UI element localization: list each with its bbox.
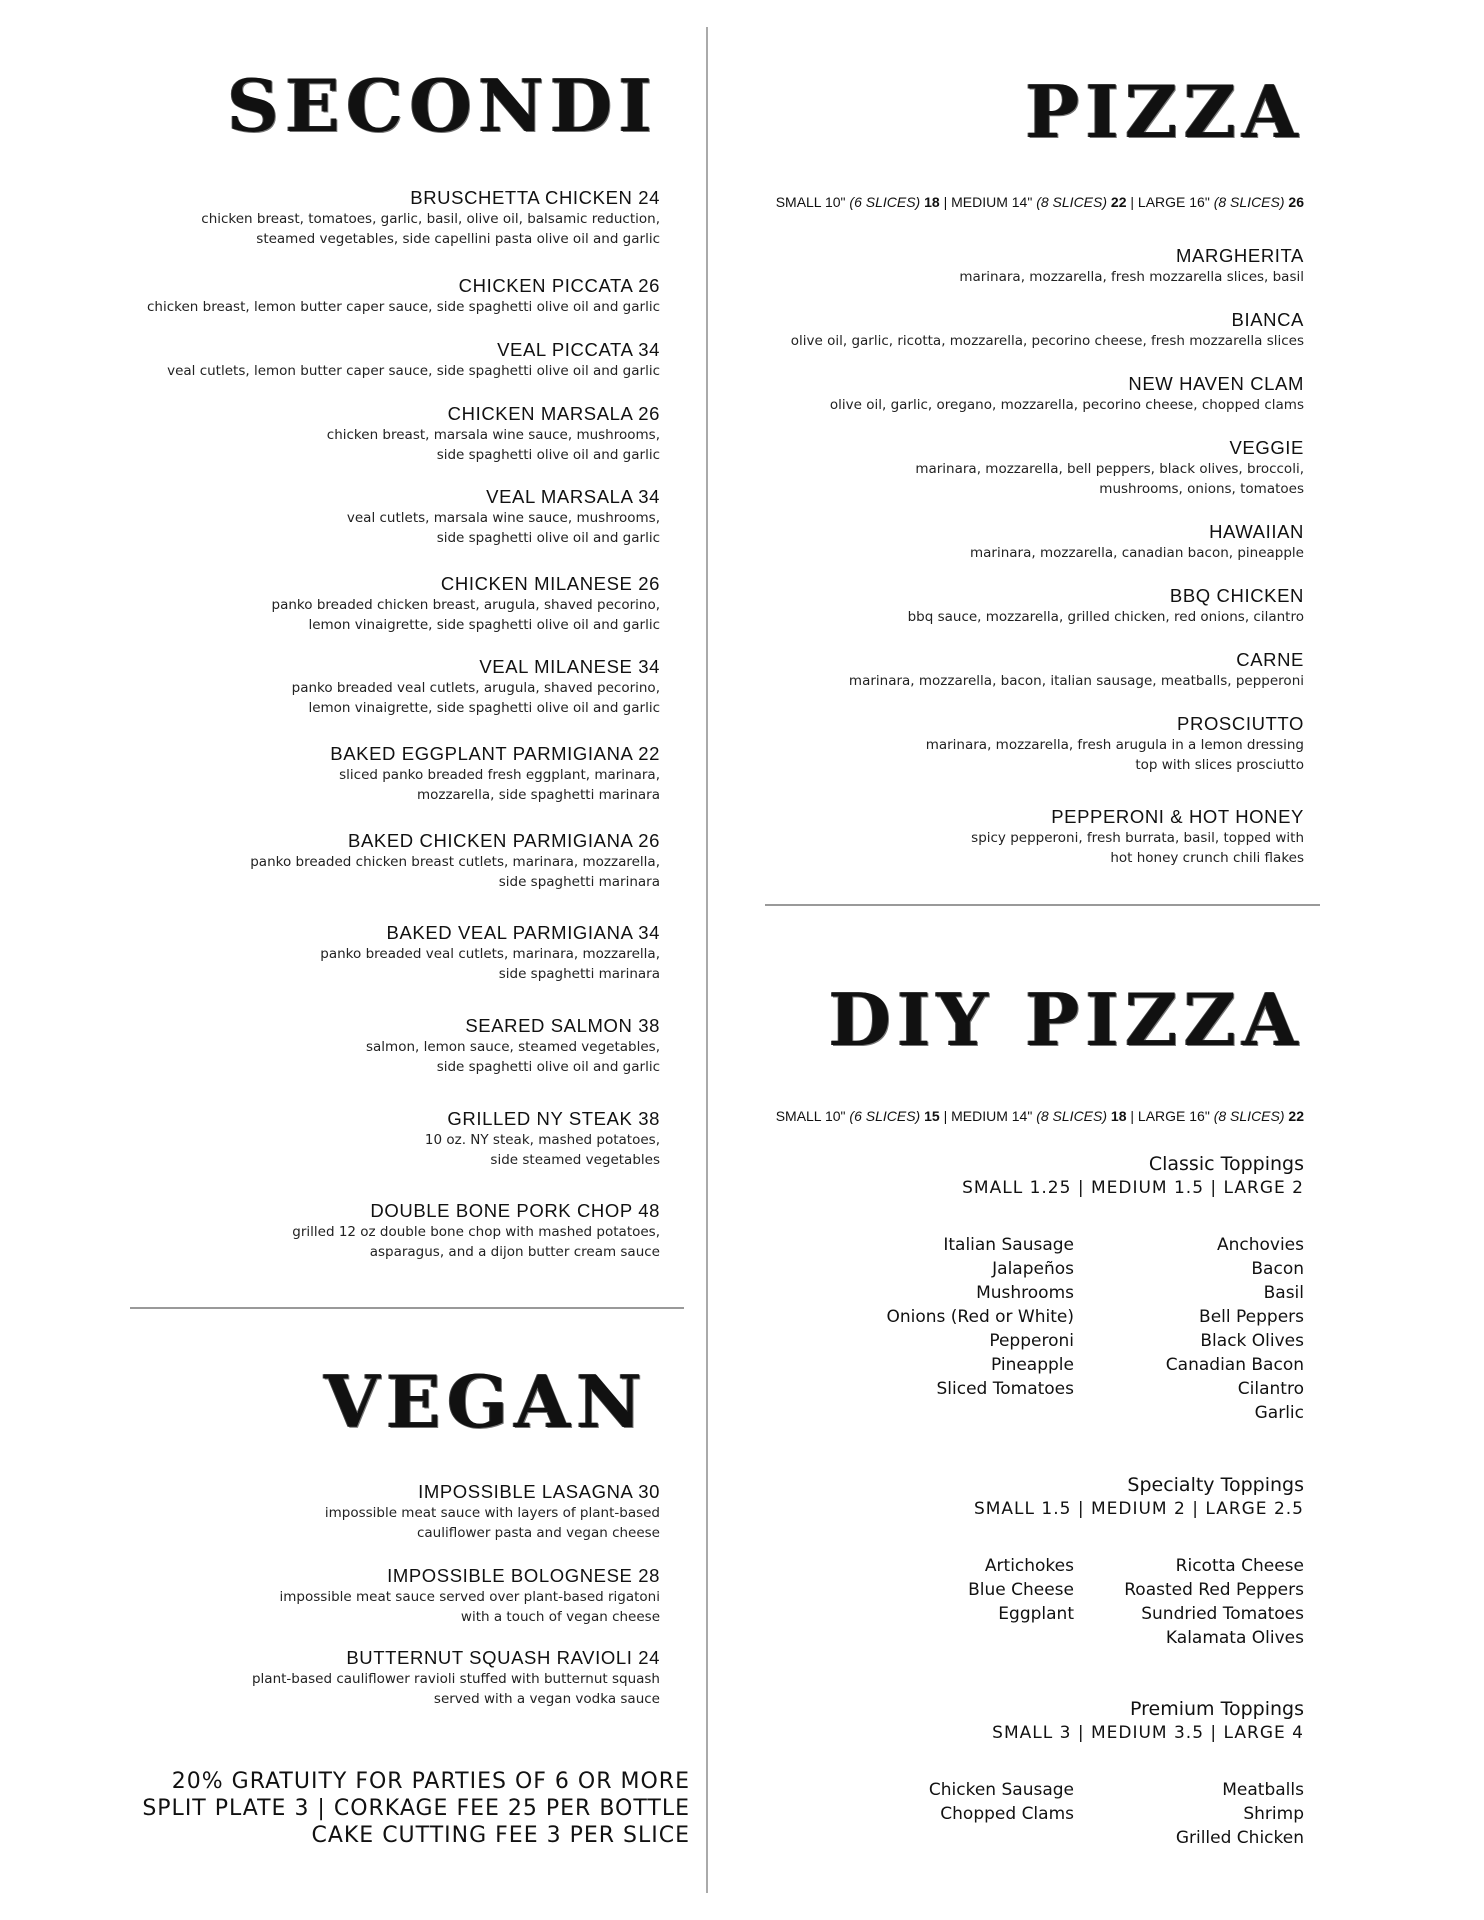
size-small-price: 15 <box>924 1108 940 1124</box>
desc-line: side spaghetti olive oil and garlic <box>436 1059 660 1075</box>
topping-item: Ricotta Cheese <box>1175 1556 1304 1576</box>
desc-line: spicy pepperoni, fresh burrata, basil, topped with <box>971 830 1304 846</box>
desc-line: marinara, mozzarella, canadian bacon, pineapple <box>969 545 1304 561</box>
size-large-price: 22 <box>1288 1108 1304 1124</box>
desc-line: impossible meat sauce served over plant-based rigatoni <box>279 1589 660 1605</box>
item-name: GRILLED NY STEAK 38 <box>447 1108 660 1129</box>
desc-line: marinara, mozzarella, bell peppers, black olives, broccoli, <box>915 461 1304 477</box>
size-medium-slices: (8 SLICES) <box>1036 1108 1108 1124</box>
menu-item <box>130 1647 660 1709</box>
desc-line: marinara, mozzarella, bacon, italian sausage, meatballs, pepperoni <box>848 673 1304 689</box>
size-large: LARGE 16" <box>1137 1108 1210 1124</box>
menu-item <box>704 373 1304 415</box>
desc-line: bbq sauce, mozzarella, grilled chicken, red onions, cilantro <box>907 609 1304 625</box>
classic-toppings-prices: SMALL 1.25 | MEDIUM 1.5 | LARGE 2 <box>962 1178 1304 1198</box>
topping-item: Black Olives <box>1200 1331 1304 1351</box>
size-small-slices: (6 SLICES) <box>849 194 921 210</box>
topping-item: Meatballs <box>1222 1780 1304 1800</box>
specialty-toppings-header <box>974 1473 1304 1521</box>
item-name: BBQ CHICKEN <box>1169 585 1304 606</box>
premium-toppings-col1 <box>929 1778 1074 1826</box>
desc-line: panko breaded veal cutlets, arugula, shaved pecorino, <box>291 680 660 696</box>
desc-line: served with a vegan vodka sauce <box>433 1691 660 1707</box>
size-medium-slices: (8 SLICES) <box>1036 194 1108 210</box>
specialty-toppings-prices: SMALL 1.5 | MEDIUM 2 | LARGE 2.5 <box>973 1499 1304 1519</box>
desc-line: chicken breast, lemon butter caper sauce, side spaghetti olive oil and garlic <box>147 299 660 315</box>
size-small-slices: (6 SLICES) <box>849 1108 921 1124</box>
item-description <box>704 267 1304 287</box>
desc-line: side spaghetti olive oil and garlic <box>436 447 660 463</box>
desc-line: panko breaded chicken breast cutlets, marinara, mozzarella, <box>250 854 660 870</box>
menu-item <box>704 585 1304 627</box>
menu-item <box>704 521 1304 563</box>
vegan-list <box>130 0 660 1720</box>
split-corkage-note: SPLIT PLATE 3 | CORKAGE FEE 25 PER BOTTLE <box>142 1796 690 1821</box>
desc-line: chicken breast, tomatoes, garlic, basil, olive oil, balsamic reduction, <box>201 211 660 227</box>
size-medium: MEDIUM 14" <box>951 1108 1033 1124</box>
topping-item: Eggplant <box>998 1604 1074 1624</box>
premium-toppings-prices: SMALL 3 | MEDIUM 3.5 | LARGE 4 <box>992 1723 1304 1743</box>
item-name: VEAL MARSALA 34 <box>486 486 660 507</box>
menu-item <box>704 649 1304 691</box>
topping-item: Grilled Chicken <box>1175 1828 1304 1848</box>
item-description <box>704 607 1304 627</box>
desc-line: 10 oz. NY steak, mashed potatoes, <box>424 1132 660 1148</box>
menu-item <box>704 309 1304 351</box>
topping-item: Jalapeños <box>992 1259 1074 1279</box>
topping-item: Blue Cheese <box>968 1580 1074 1600</box>
item-name: IMPOSSIBLE BOLOGNESE 28 <box>387 1565 660 1586</box>
topping-item: Bell Peppers <box>1199 1307 1304 1327</box>
premium-toppings-heading: Premium Toppings <box>1130 1698 1304 1720</box>
item-description <box>704 331 1304 351</box>
item-name: VEAL PICCATA 34 <box>497 339 660 360</box>
desc-line: steamed vegetables, side capellini pasta olive oil and garlic <box>256 231 660 247</box>
item-description <box>704 828 1304 868</box>
desc-line: side spaghetti olive oil and garlic <box>436 530 660 546</box>
menu-item <box>130 1565 660 1627</box>
item-name: BAKED VEAL PARMIGIANA 34 <box>386 922 660 943</box>
desc-line: cauliflower pasta and vegan cheese <box>416 1525 660 1541</box>
size-large: LARGE 16" <box>1137 194 1210 210</box>
size-separator: | <box>943 1108 948 1124</box>
desc-line: chicken breast, marsala wine sauce, mushrooms, <box>326 427 660 443</box>
size-large-slices: (8 SLICES) <box>1213 194 1285 210</box>
desc-line: mushrooms, onions, tomatoes <box>1099 481 1304 497</box>
gratuity-note: 20% GRATUITY FOR PARTIES OF 6 OR MORE <box>171 1769 690 1794</box>
item-name: CARNE <box>1236 649 1304 670</box>
desc-line: olive oil, garlic, ricotta, mozzarella, pecorino cheese, fresh mozzarella slices <box>790 333 1304 349</box>
desc-line: grilled 12 oz double bone chop with mashed potatoes, <box>292 1224 660 1240</box>
desc-line: marinara, mozzarella, fresh arugula in a lemon dressing <box>925 737 1304 753</box>
topping-item: Chicken Sausage <box>928 1780 1074 1800</box>
topping-item: Kalamata Olives <box>1165 1628 1304 1648</box>
desc-line: lemon vinaigrette, side spaghetti olive oil and garlic <box>308 617 660 633</box>
desc-line: panko breaded chicken breast, arugula, shaved pecorino, <box>271 597 660 613</box>
desc-line: hot honey crunch chili flakes <box>1110 850 1304 866</box>
vegan-title: VEGAN <box>324 1359 648 1444</box>
specialty-toppings-heading: Specialty Toppings <box>1127 1474 1304 1496</box>
desc-line: plant-based cauliflower ravioli stuffed with butternut squash <box>251 1671 660 1687</box>
item-name: BRUSCHETTA CHICKEN 24 <box>410 187 660 208</box>
classic-toppings-col2 <box>1166 1233 1304 1425</box>
topping-item: Basil <box>1263 1283 1304 1303</box>
pizza-list <box>704 0 1304 880</box>
desc-line: side spaghetti marinara <box>498 966 660 982</box>
desc-line: side steamed vegetables <box>490 1152 660 1168</box>
topping-item: Garlic <box>1254 1403 1304 1423</box>
pizza-diy-divider <box>765 904 1320 906</box>
size-medium-price: 18 <box>1110 1108 1127 1124</box>
classic-toppings-col1 <box>886 1233 1074 1401</box>
size-small-price: 18 <box>924 194 940 210</box>
item-name: BUTTERNUT SQUASH RAVIOLI 24 <box>346 1647 660 1668</box>
diy-pizza-title: DIY PIZZA <box>828 977 1304 1062</box>
desc-line: marinara, mozzarella, fresh mozzarella slices, basil <box>959 269 1304 285</box>
specialty-toppings-col1 <box>968 1554 1074 1626</box>
size-large-slices: (8 SLICES) <box>1213 1108 1285 1124</box>
item-name: PROSCIUTTO <box>1177 713 1304 734</box>
desc-line: veal cutlets, marsala wine sauce, mushrooms, <box>346 510 660 526</box>
cake-cutting-note: CAKE CUTTING FEE 3 PER SLICE <box>311 1823 690 1848</box>
item-name: BAKED EGGPLANT PARMIGIANA 22 <box>330 743 660 764</box>
menu-item <box>704 713 1304 775</box>
topping-item: Bacon <box>1251 1259 1304 1279</box>
pizza-title: PIZZA <box>1025 69 1304 154</box>
topping-item: Shrimp <box>1243 1804 1304 1824</box>
size-small: SMALL 10" <box>775 1108 846 1124</box>
item-name: NEW HAVEN CLAM <box>1128 373 1304 394</box>
item-name: IMPOSSIBLE LASAGNA 30 <box>418 1481 660 1502</box>
premium-toppings-header <box>992 1697 1304 1745</box>
item-description <box>130 1669 660 1709</box>
desc-line: veal cutlets, lemon butter caper sauce, side spaghetti olive oil and garlic <box>167 363 660 379</box>
classic-toppings-heading: Classic Toppings <box>1148 1153 1304 1175</box>
desc-line: salmon, lemon sauce, steamed vegetables, <box>365 1039 660 1055</box>
item-description <box>130 1587 660 1627</box>
footer-notes <box>142 1768 690 1849</box>
desc-line: olive oil, garlic, oregano, mozzarella, pecorino cheese, chopped clams <box>829 397 1304 413</box>
size-medium: MEDIUM 14" <box>951 194 1033 210</box>
item-name: CHICKEN MARSALA 26 <box>447 403 660 424</box>
item-name: HAWAIIAN <box>1209 521 1304 542</box>
topping-item: Pepperoni <box>989 1331 1074 1351</box>
item-name: CHICKEN MILANESE 26 <box>440 573 660 594</box>
desc-line: mozzarella, side spaghetti marinara <box>416 787 660 803</box>
menu-item <box>704 437 1304 499</box>
topping-item: Onions (Red or White) <box>886 1307 1074 1327</box>
classic-toppings-header <box>962 1152 1304 1200</box>
menu-item <box>130 1481 660 1543</box>
item-name: BAKED CHICKEN PARMIGIANA 26 <box>348 830 660 851</box>
topping-item: Sundried Tomatoes <box>1141 1604 1304 1624</box>
item-name: PEPPERONI & HOT HONEY <box>1051 806 1304 827</box>
size-small: SMALL 10" <box>775 194 846 210</box>
desc-line: top with slices prosciutto <box>1135 757 1304 773</box>
specialty-toppings-col2 <box>1124 1554 1304 1650</box>
menu-item <box>704 245 1304 287</box>
topping-item: Chopped Clams <box>940 1804 1074 1824</box>
item-description <box>704 671 1304 691</box>
topping-item: Mushrooms <box>976 1283 1074 1303</box>
desc-line: panko breaded veal cutlets, marinara, mozzarella, <box>320 946 660 962</box>
size-separator: | <box>1130 194 1135 210</box>
desc-line: with a touch of vegan cheese <box>460 1609 660 1625</box>
item-name: VEAL MILANESE 34 <box>479 656 660 677</box>
item-name: MARGHERITA <box>1176 245 1304 266</box>
item-name: CHICKEN PICCATA 26 <box>458 275 660 296</box>
menu-item <box>704 806 1304 868</box>
size-medium-price: 22 <box>1110 194 1127 210</box>
topping-item: Italian Sausage <box>943 1235 1074 1255</box>
item-description <box>704 543 1304 563</box>
item-description <box>704 735 1304 775</box>
item-name: VEGGIE <box>1229 437 1304 458</box>
topping-item: Cilantro <box>1237 1379 1304 1399</box>
desc-line: side spaghetti marinara <box>498 874 660 890</box>
desc-line: impossible meat sauce with layers of plant-based <box>324 1505 660 1521</box>
secondi-title: SECONDI <box>227 63 658 148</box>
topping-item: Canadian Bacon <box>1165 1355 1304 1375</box>
size-separator: | <box>1130 1108 1135 1124</box>
item-name: SEARED SALMON 38 <box>465 1015 660 1036</box>
topping-item: Anchovies <box>1216 1235 1304 1255</box>
topping-item: Roasted Red Peppers <box>1124 1580 1304 1600</box>
item-description <box>130 1503 660 1543</box>
topping-item: Artichokes <box>984 1556 1074 1576</box>
item-description <box>704 459 1304 499</box>
desc-line: lemon vinaigrette, side spaghetti olive oil and garlic <box>308 700 660 716</box>
premium-toppings-col2 <box>1176 1778 1304 1850</box>
item-description <box>704 395 1304 415</box>
size-large-price: 26 <box>1288 194 1304 210</box>
item-name: DOUBLE BONE PORK CHOP 48 <box>370 1200 660 1221</box>
topping-item: Pineapple <box>990 1355 1074 1375</box>
diy-sizes <box>776 1108 1304 1124</box>
size-separator: | <box>943 194 948 210</box>
item-name: BIANCA <box>1231 309 1304 330</box>
desc-line: sliced panko breaded fresh eggplant, marinara, <box>339 767 660 783</box>
topping-item: Sliced Tomatoes <box>936 1379 1074 1399</box>
desc-line: asparagus, and a dijon butter cream sauce <box>369 1244 660 1260</box>
